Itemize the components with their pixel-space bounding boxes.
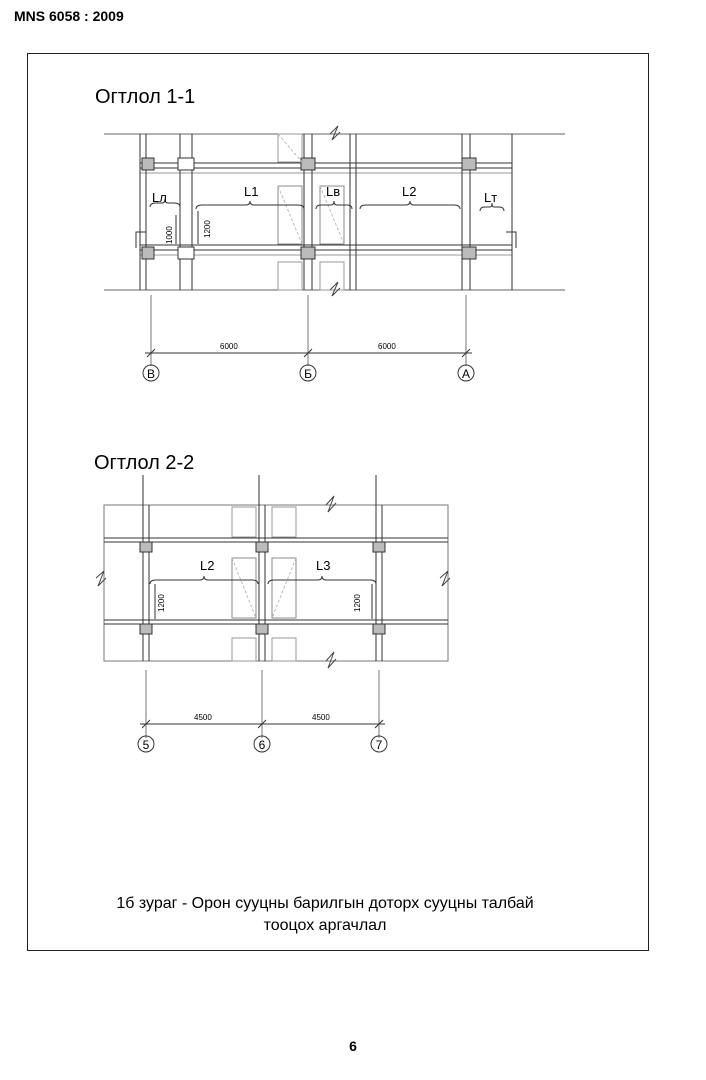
section-1-title: Огтлол 1-1 bbox=[95, 86, 196, 108]
label-corridor: Lв bbox=[326, 184, 341, 199]
dim-span-2: 6000 bbox=[378, 342, 396, 351]
axis-label-a: А bbox=[461, 367, 471, 381]
label-balcony-left: Lл bbox=[152, 190, 167, 205]
dim-span-1: 6000 bbox=[220, 342, 238, 351]
label-room-2b: L2 bbox=[200, 558, 215, 573]
axis-label-b: Б bbox=[304, 367, 312, 381]
dim-height-a: 1000 bbox=[165, 226, 174, 244]
label-room-1: L1 bbox=[244, 184, 259, 199]
axis-label-v: В bbox=[146, 367, 156, 381]
page-number: 6 bbox=[349, 1038, 357, 1054]
dim-span-3: 4500 bbox=[194, 713, 212, 722]
section-2-title: Огтлол 2-2 bbox=[94, 452, 195, 474]
dim-height-b: 1200 bbox=[203, 220, 212, 238]
standard-code: MNS 6058 : 2009 bbox=[14, 8, 124, 24]
dim-height-left: 1200 bbox=[157, 594, 166, 612]
section-2-drawing bbox=[96, 475, 450, 752]
axis-label-5: 5 bbox=[142, 738, 150, 752]
caption-line-1: 1б зураг - Орон сууцны барилгын доторх сууцны талбай bbox=[116, 895, 534, 912]
dim-height-right: 1200 bbox=[353, 594, 362, 612]
label-room-2: L2 bbox=[402, 184, 417, 199]
axis-label-7: 7 bbox=[375, 738, 383, 752]
label-balcony-right: Lт bbox=[484, 190, 498, 205]
section-1-drawing bbox=[104, 126, 565, 381]
caption-line-2: тооцох аргачлал bbox=[263, 917, 387, 934]
dim-span-4: 4500 bbox=[312, 713, 330, 722]
figure-caption bbox=[60, 893, 590, 937]
label-room-3: L3 bbox=[316, 558, 331, 573]
section-1-text bbox=[147, 184, 497, 381]
axis-label-6: 6 bbox=[258, 738, 266, 752]
